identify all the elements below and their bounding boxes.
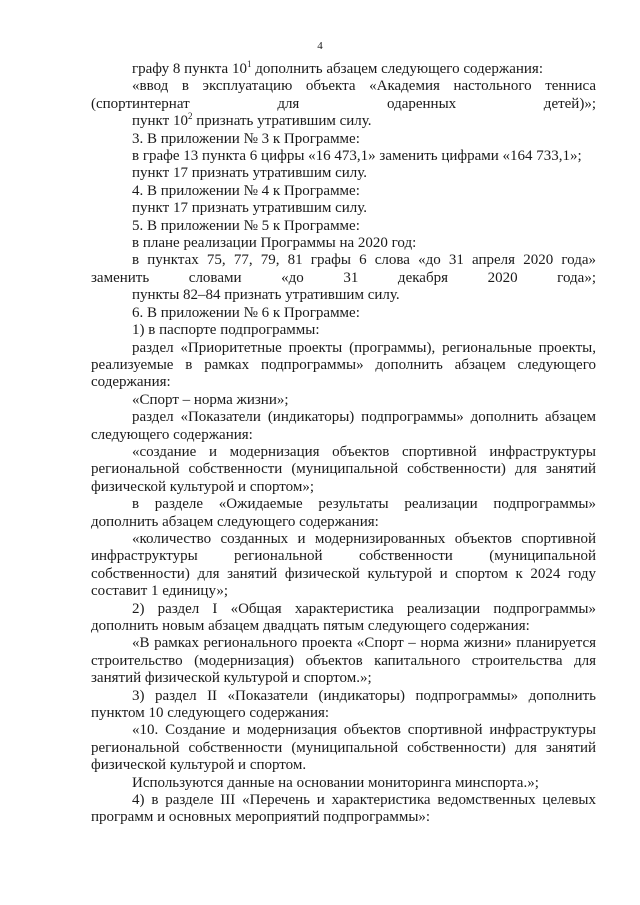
paragraph: раздел «Приоритетные проекты (программы), региональные проекты, реализуемые в рамках подпрограммы» дополнить абзацем следующего содержания: bbox=[91, 339, 596, 391]
paragraph: в пунктах 75, 77, 79, 81 графы 6 слова «до 31 апреля 2020 года» заменить словами «до 31 декабря 2020 года»; bbox=[91, 252, 596, 286]
paragraph-text: пункт 10 bbox=[132, 113, 188, 130]
paragraph: «В рамках регионального проекта «Спорт – норма жизни» планируется строительство (модернизация) объектов капитального строительства для занятий физической культурой и спортом.»; bbox=[91, 635, 596, 687]
paragraph: в графе 13 пункта 6 цифры «16 473,1» заменить цифрами «164 733,1»; bbox=[132, 148, 582, 165]
paragraph-text: признать утратившим силу. bbox=[192, 113, 372, 130]
superscript: 2 bbox=[187, 111, 193, 122]
paragraph-text: дополнить абзацем следующего содержания: bbox=[251, 61, 543, 77]
paragraph: 3. В приложении № 3 к Программе: bbox=[132, 130, 360, 147]
paragraph: «создание и модернизация объектов спортивной инфраструктуры региональной собственности (муниципальной собственности) для занятий физической культурой и спортом»; bbox=[91, 443, 596, 495]
paragraph: 3) раздел II «Показатели (индикаторы) подпрограммы» дополнить пунктом 10 следующего содержания: bbox=[91, 687, 596, 722]
paragraph: 1) в паспорте подпрограммы: bbox=[132, 322, 320, 339]
paragraph: пункты 82–84 признать утратившим силу. bbox=[132, 287, 400, 304]
paragraph: раздел «Показатели (индикаторы) подпрограммы» дополнить абзацем следующего содержания: bbox=[91, 409, 596, 443]
paragraph: в разделе «Ожидаемые результаты реализации подпрограммы» дополнить абзацем следующего содержания: bbox=[91, 496, 596, 530]
paragraph: Используются данные на основании мониторинга минспорта.»; bbox=[132, 774, 539, 791]
paragraph: пункт 17 признать утратившим силу. bbox=[132, 165, 368, 182]
paragraph: «Спорт – норма жизни»; bbox=[132, 391, 289, 408]
paragraph: «ввод в эксплуатацию объекта «Академия настольного тенниса (спортинтернат для одаренных детей)»; bbox=[91, 78, 596, 112]
paragraph: в плане реализации Программы на 2020 год: bbox=[132, 235, 417, 252]
paragraph bbox=[91, 61, 596, 78]
paragraph bbox=[91, 113, 596, 130]
paragraph: пункт 17 признать утратившим силу. bbox=[132, 200, 368, 217]
superscript: 1 bbox=[246, 59, 252, 69]
paragraph: «количество созданных и модернизированных объектов спортивной инфраструктуры региональной собственности (муниципальной собственности) для занятий физической культурой и спортом к 2024 году составит 1 единицу»; bbox=[91, 530, 596, 600]
paragraph: 4. В приложении № 4 к Программе: bbox=[132, 182, 360, 199]
paragraph: «10. Создание и модернизация объектов спортивной инфраструктуры региональной собственности (муниципальной собственности) для занятий физической культурой и спортом. bbox=[91, 722, 596, 774]
paragraph: 4) в разделе III «Перечень и характеристика ведомственных целевых программ и основных мероприятий подпрограммы»: bbox=[91, 792, 596, 826]
paragraph: 6. В приложении № 6 к Программе: bbox=[132, 304, 360, 321]
paragraph-text: графу 8 пункта 10 bbox=[132, 61, 247, 77]
page-number: 4 bbox=[317, 40, 323, 52]
document-body bbox=[91, 61, 596, 827]
paragraph: 2) раздел I «Общая характеристика реализации подпрограммы» дополнить новым абзацем двадцать пятым следующего содержания: bbox=[91, 600, 596, 634]
paragraph: 5. В приложении № 5 к Программе: bbox=[132, 217, 360, 234]
